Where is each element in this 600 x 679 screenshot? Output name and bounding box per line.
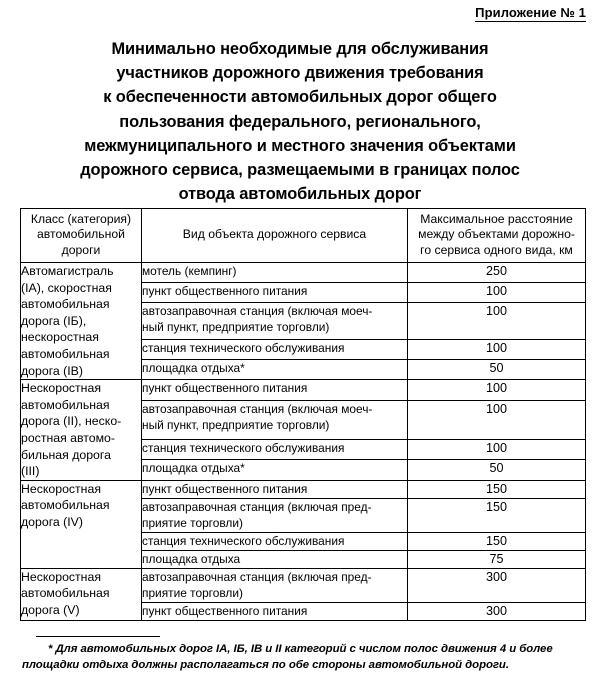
footnote-block xyxy=(22,636,578,673)
max-distance-cell: 100 xyxy=(408,400,586,439)
column-header-road-class: Класс (категория) автомобильной дороги xyxy=(21,209,142,263)
service-kind-cell: станция технического обслуживания xyxy=(142,532,408,550)
appendix-number-block xyxy=(475,4,586,22)
service-kind-cell: автозаправочная станция (включая моеч- ный пункт, предприятие торговли) xyxy=(142,400,408,439)
title-line-5: межмуниципального и местного значения объектами xyxy=(84,136,516,155)
max-distance-cell: 300 xyxy=(408,602,586,620)
max-distance-cell: 150 xyxy=(408,480,586,498)
footnote-line-2: площадки отдыха должны располагаться по обе стороны автомобильной дороги. xyxy=(22,658,509,671)
service-kind-cell: пункт общественного питания xyxy=(142,602,408,620)
service-kind-cell: автозаправочная станция (включая моеч- ный пункт, предприятие торговли) xyxy=(142,302,408,340)
max-distance-cell: 250 xyxy=(408,263,586,283)
max-distance-cell: 50 xyxy=(408,460,586,481)
road-class-cell: Нескоростная автомобильная дорога (IV) xyxy=(21,480,142,568)
road-class-cell: Нескоростная автомобильная дорога (II), неско- ростная автомо- бильная дорога (III) xyxy=(21,380,142,481)
max-distance-cell: 300 xyxy=(408,568,586,602)
title-line-7: отвода автомобильных дорог xyxy=(178,185,422,204)
requirements-table xyxy=(20,208,586,621)
title-line-4: пользования федерального, регионального, xyxy=(119,112,481,131)
title-line-3: к обеспеченности автомобильных дорог общего xyxy=(103,88,497,107)
service-kind-cell: автозаправочная станция (включая пред- приятие торговли) xyxy=(142,568,408,602)
title-line-1: Минимально необходимые для обслуживания xyxy=(111,39,489,58)
document-title xyxy=(30,37,570,206)
table-body xyxy=(21,263,586,621)
table-row xyxy=(21,263,586,283)
title-line-2: участников дорожного движения требования xyxy=(116,64,484,83)
road-class-cell: Автомагистраль (IA), скоростная автомобильная дорога (IБ), нескоростная автомобильная дорога (IB) xyxy=(21,263,142,380)
title-line-6: дорожного сервиса, размещаемыми в границах полос xyxy=(80,161,520,179)
table-row xyxy=(21,480,586,498)
appendix-number-label: Приложение № 1 xyxy=(475,5,586,20)
service-kind-cell: пункт общественного питания xyxy=(142,480,408,498)
service-kind-cell: пункт общественного питания xyxy=(142,380,408,401)
table-row xyxy=(21,568,586,602)
service-kind-cell: мотель (кемпинг) xyxy=(142,263,408,283)
column-header-service-kind: Вид объекта дорожного сервиса xyxy=(142,209,408,263)
service-kind-cell: пункт общественного питания xyxy=(142,282,408,302)
road-class-cell: Нескоростная автомобильная дорога (V) xyxy=(21,568,142,620)
service-kind-cell: площадка отдыха* xyxy=(142,360,408,380)
requirements-table-wrapper xyxy=(20,208,585,621)
footnote-text xyxy=(22,642,578,673)
footnote-line-1: * Для автомобильных дорог IA, IБ, IB и II категорий с числом полос движения 4 и более xyxy=(48,643,553,655)
max-distance-cell: 150 xyxy=(408,498,586,532)
table-header xyxy=(21,209,586,263)
max-distance-cell: 100 xyxy=(408,439,586,460)
table-header-row xyxy=(21,209,586,263)
column-header-max-distance: Максимальное расстояние между объектами дорожно- го сервиса одного вида, км xyxy=(408,209,586,263)
service-kind-cell: станция технического обслуживания xyxy=(142,340,408,360)
table-row xyxy=(21,380,586,401)
service-kind-cell: площадка отдыха* xyxy=(142,460,408,481)
max-distance-cell: 100 xyxy=(408,380,586,401)
footnote-divider xyxy=(36,636,160,637)
service-kind-cell: станция технического обслуживания xyxy=(142,439,408,460)
max-distance-cell: 50 xyxy=(408,360,586,380)
max-distance-cell: 75 xyxy=(408,550,586,568)
service-kind-cell: площадка отдыха xyxy=(142,550,408,568)
max-distance-cell: 100 xyxy=(408,340,586,360)
max-distance-cell: 150 xyxy=(408,532,586,550)
service-kind-cell: автозаправочная станция (включая пред- приятие торговли) xyxy=(142,498,408,532)
max-distance-cell: 100 xyxy=(408,302,586,340)
max-distance-cell: 100 xyxy=(408,282,586,302)
